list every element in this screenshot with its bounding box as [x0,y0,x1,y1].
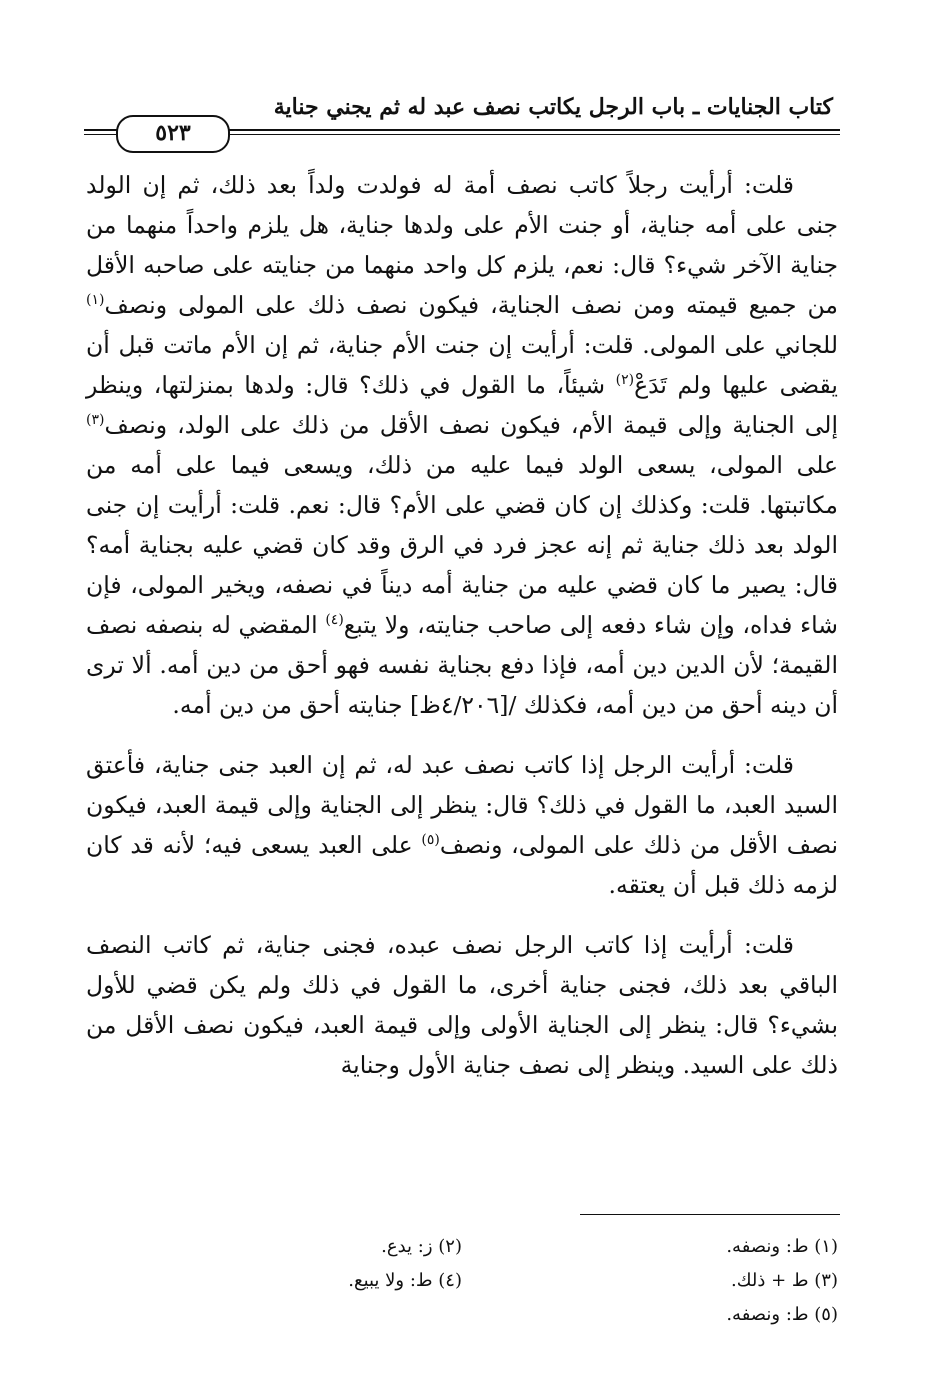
footnote-1: (١) ط: ونصفه. [726,1236,838,1257]
footnote-3: (٣) ط + ذلك. [730,1270,838,1291]
footnote-marker: (٣) [86,412,105,429]
paragraph-2 [86,745,838,905]
main-text [86,165,838,1085]
paragraph-text: على العبد يسعى فيه؛ لأنه قد كان لزمه ذلك قبل أن يعتقه. [86,831,838,899]
footnote-marker: (٢) [615,372,635,389]
footnote-marker: (١) [86,292,105,309]
footnote-separator [580,1214,840,1215]
footnote-row [86,1264,838,1298]
paragraph-1 [86,165,838,725]
paragraph-text: قلت: أرأيت الرجل إذا كاتب نصف عبد له، ثم إن العبد جنى جناية، فأعتق السيد العبد، ما القول في ذلك؟ قال: ينظر إلى الجناية وإلى قيمة العبد، فيكون نصف الأقل من ذلك على المولى، ونصف [86,751,838,859]
page-number-badge: ٥٢٣ [116,115,230,153]
footnote-5: (٥) ط: ونصفه. [726,1304,838,1325]
paragraph-text: على المولى، يسعى الولد فيما عليه من ذلك، ويسعى فيما على أمه من مكاتبتها. قلت: وكذلك إن كان قضي على الأم؟ قال: نعم. قلت: أرأيت إن جنى الولد بعد ذلك جناية ثم إنه عجز فرد في الرق وقد كان قضي عليه بجناية أمه؟ قال: يصير ما كان قضي عليه من جناية أمه ديناً في نصفه، ويخير المولى، فإن شاء فداه، وإن شاء دفعه إلى صاحب جنايته، ولا يتبع [86,451,838,639]
footnote-2: (٢) ز: يدع. [381,1236,462,1257]
footnote-4: (٤) ط: ولا يبيع. [348,1270,462,1291]
paragraph-text: للجاني على المولى. قلت: أرأيت إن جنت الأم جناية، ثم إن الأم ماتت قبل أن يقضى عليها ولم تَدَعْ [86,331,838,399]
paragraph-text: قلت: أرأيت إذا كاتب الرجل نصف عبده، فجنى جناية، ثم كاتب النصف الباقي بعد ذلك، فجنى جناية أخرى، ما القول في ذلك ولم يكن قضي للأول بشيء؟ قال: ينظر إلى الجناية الأولى وإلى قيمة العبد، فيكون نصف الأقل من ذلك على السيد. وينظر إلى نصف جناية الأول وجناية [86,931,838,1079]
footnote-row [86,1298,838,1332]
footnote-row [86,1230,838,1264]
running-header-title: كتاب الجنايات ـ باب الرجل يكاتب نصف عبد له ثم يجني جناية [273,94,833,120]
paragraph-text: شيئاً، ما القول في ذلك؟ قال: ولدها بمنزلتها، وينظر إلى الجناية وإلى قيمة الأم، فيكون نصف الأقل من ذلك على الولد، ونصف [86,371,838,439]
paragraph-3 [86,925,838,1085]
paragraph-text: المقضي له بنصفه نصف القيمة؛ لأن الدين دين أمه، فإذا دفع بجناية نفسه فهو أحق من دين أمه. ألا ترى أن دينه أحق من دين أمه، فكذلك /[٤/٢٠٦ظ] جنايته أحق من دين أمه. [86,611,838,719]
paragraph-text: قلت: أرأيت رجلاً كاتب نصف أمة له فولدت ولداً بعد ذلك، ثم إن الولد جنى على أمه جناية، أو جنت الأم على ولدها جناية، هل يلزم واحداً منهما من جناية الآخر شيء؟ قال: نعم، يلزم كل واحد منهما من جنايته على صاحبه الأقل من جميع قيمته ومن نصف الجناية، فيكون نصف ذلك على المولى ونصف [86,171,838,319]
footnote-marker: (٤) [325,612,344,629]
footnotes [86,1230,838,1332]
footnote-marker: (٥) [421,832,440,849]
